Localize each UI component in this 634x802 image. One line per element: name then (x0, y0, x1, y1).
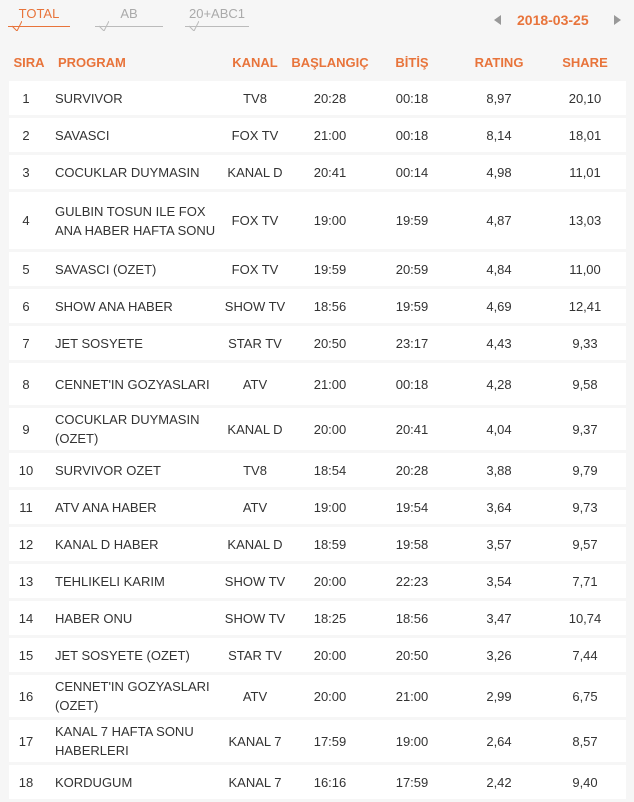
cell-kanal: ATV (242, 688, 268, 704)
cell-bitis: 19:00 (395, 733, 429, 749)
cell-kanal: KANAL D (227, 421, 283, 437)
cell-baslangic: 19:00 (313, 213, 347, 228)
cell-program: KANAL 7 HAFTA SONU HABERLERI (55, 724, 194, 758)
cell-rating: 2,99 (486, 688, 512, 704)
cell-program: SURVIVOR OZET (55, 462, 161, 478)
cell-kanal: KANAL D (227, 164, 283, 180)
table-row (9, 192, 626, 249)
header-sira: SIRA (13, 55, 45, 70)
cell-baslangic: 20:00 (313, 688, 347, 704)
cell-rating: 4,04 (486, 421, 512, 437)
cell-baslangic: 18:59 (313, 536, 347, 552)
top-bar (0, 0, 634, 40)
cell-sira: 17 (18, 733, 34, 749)
cell-share: 11,01 (569, 164, 601, 180)
tab-label: 20+ABC1 (188, 6, 245, 21)
cell-bitis: 20:59 (395, 261, 429, 277)
cell-rating: 4,43 (486, 335, 512, 351)
cell-program: COCUKLAR DUYMASIN (55, 164, 200, 180)
table-row (9, 155, 626, 189)
cell-rating: 3,26 (486, 647, 512, 663)
cell-baslangic: 16:16 (313, 774, 347, 790)
cell-kanal: SHOW TV (224, 298, 286, 314)
cell-share: 6,75 (572, 688, 598, 704)
date-selector (490, 12, 630, 32)
cell-program: CENNET'IN GOZYASLARI (55, 376, 210, 392)
cell-rating: 3,54 (486, 573, 512, 589)
cell-kanal: FOX TV (231, 127, 279, 143)
tab-label: TOTAL (18, 6, 60, 21)
cell-bitis: 19:59 (395, 298, 429, 314)
table-row (9, 638, 626, 672)
cell-baslangic: 20:00 (313, 421, 347, 437)
cell-share: 12,41 (568, 298, 602, 314)
table-row (9, 527, 626, 561)
table-row (9, 363, 626, 405)
header-rating: RATING (474, 55, 524, 70)
cell-sira: 11 (19, 499, 33, 515)
cell-program: JET SOSYETE (OZET) (55, 647, 190, 663)
table-row (9, 564, 626, 598)
cell-sira: 1 (22, 90, 30, 106)
cell-share: 9,58 (572, 376, 598, 392)
table-row (9, 326, 626, 360)
cell-sira: 3 (22, 164, 30, 180)
cell-baslangic: 21:00 (313, 127, 347, 143)
next-date-icon[interactable] (614, 15, 621, 25)
prev-date-icon[interactable] (494, 15, 501, 25)
cell-program: SHOW ANA HABER (55, 298, 173, 314)
cell-program: TEHLIKELI KARIM (55, 573, 165, 589)
cell-sira: 2 (22, 127, 30, 143)
cell-share: 9,73 (572, 499, 598, 515)
table-row (9, 81, 626, 115)
cell-sira: 12 (18, 536, 34, 552)
header-kanal: KANAL (232, 55, 278, 70)
table-row (9, 408, 626, 450)
ratings-table (9, 44, 626, 802)
table-row (9, 490, 626, 524)
cell-baslangic: 18:56 (313, 298, 347, 314)
cell-baslangic: 20:28 (313, 90, 347, 106)
cell-program: HABER ONU (55, 610, 133, 626)
cell-kanal: STAR TV (228, 647, 282, 663)
cell-sira: 7 (22, 335, 30, 351)
table-row (9, 675, 626, 717)
table-header (9, 44, 626, 81)
tab-total[interactable] (8, 6, 70, 21)
cell-bitis: 19:54 (395, 499, 429, 515)
cell-kanal: ATV (242, 499, 268, 515)
table-body (9, 81, 626, 799)
cell-program: KANAL D HABER (55, 536, 159, 552)
cell-share: 9,40 (572, 774, 598, 790)
cell-baslangic: 20:00 (313, 647, 347, 663)
cell-rating: 2,64 (486, 733, 512, 749)
cell-bitis: 22:23 (395, 573, 429, 589)
table-row (9, 765, 626, 799)
tab-pointer-icon (99, 21, 109, 31)
tab-20-abc1[interactable] (185, 6, 249, 21)
cell-sira: 10 (18, 462, 34, 478)
cell-bitis: 21:00 (395, 688, 429, 704)
cell-kanal: TV8 (243, 462, 267, 478)
cell-share: 11,00 (569, 261, 601, 277)
cell-share: 13,03 (568, 213, 602, 228)
cell-bitis: 23:17 (395, 335, 429, 351)
cell-kanal: SHOW TV (224, 610, 286, 626)
cell-share: 9,79 (572, 462, 598, 478)
cell-program: GULBIN TOSUN ILE FOX ANA HABER HAFTA SONU (55, 203, 216, 238)
cell-sira: 9 (22, 421, 30, 437)
cell-share: 9,37 (572, 421, 598, 437)
header-bitis: BİTİŞ (395, 55, 429, 70)
date-label: 2018-03-25 (517, 12, 589, 28)
cell-sira: 6 (22, 298, 30, 314)
cell-sira: 18 (18, 774, 34, 790)
cell-program: CENNET'IN GOZYASLARI (OZET) (55, 679, 210, 713)
header-baslangic: BAŞLANGIÇ (291, 55, 369, 70)
table-row (9, 118, 626, 152)
cell-kanal: FOX TV (231, 213, 279, 228)
tab-ab[interactable] (95, 6, 163, 21)
tab-label: AB (120, 6, 138, 21)
cell-bitis: 00:18 (395, 90, 429, 106)
cell-kanal: TV8 (243, 90, 267, 106)
tab-pointer-icon (12, 21, 22, 31)
cell-share: 20,10 (568, 90, 602, 106)
cell-kanal: KANAL D (227, 536, 283, 552)
cell-program: SURVIVOR (55, 90, 123, 106)
cell-baslangic: 17:59 (313, 733, 347, 749)
cell-program: ATV ANA HABER (55, 499, 157, 515)
cell-program: KORDUGUM (55, 774, 133, 790)
tab-pointer-icon (189, 21, 199, 31)
table-row (9, 601, 626, 635)
cell-kanal: KANAL 7 (228, 774, 282, 790)
cell-rating: 4,98 (486, 164, 512, 180)
cell-bitis: 00:18 (395, 127, 429, 143)
cell-sira: 4 (22, 213, 30, 228)
cell-kanal: ATV (242, 376, 268, 392)
cell-bitis: 20:28 (395, 462, 429, 478)
cell-baslangic: 20:41 (313, 164, 347, 180)
cell-sira: 14 (18, 610, 34, 626)
cell-sira: 8 (22, 376, 30, 392)
cell-bitis: 00:18 (395, 376, 429, 392)
cell-sira: 13 (18, 573, 34, 589)
cell-rating: 2,42 (486, 774, 512, 790)
cell-rating: 3,64 (486, 499, 512, 515)
cell-program: JET SOSYETE (55, 335, 143, 351)
cell-baslangic: 18:25 (313, 610, 347, 626)
table-row (9, 720, 626, 762)
cell-rating: 4,28 (486, 376, 512, 392)
cell-baslangic: 20:00 (313, 573, 347, 589)
cell-baslangic: 21:00 (313, 376, 347, 392)
cell-rating: 4,69 (486, 298, 512, 314)
cell-rating: 3,88 (486, 462, 512, 478)
cell-rating: 3,57 (486, 536, 512, 552)
cell-baslangic: 18:54 (313, 462, 347, 478)
cell-share: 9,57 (572, 536, 598, 552)
cell-program: COCUKLAR DUYMASIN (OZET) (55, 412, 200, 446)
cell-bitis: 20:41 (395, 421, 429, 437)
cell-sira: 15 (18, 647, 34, 663)
cell-program: SAVASCI (55, 127, 110, 143)
cell-baslangic: 20:50 (313, 335, 347, 351)
table-row (9, 252, 626, 286)
cell-baslangic: 19:59 (313, 261, 347, 277)
cell-kanal: FOX TV (231, 261, 279, 277)
cell-bitis: 18:56 (395, 610, 429, 626)
cell-share: 10,74 (568, 610, 602, 626)
cell-bitis: 17:59 (395, 774, 429, 790)
table-row (9, 289, 626, 323)
table-row (9, 453, 626, 487)
header-share: SHARE (562, 55, 608, 70)
header-program: PROGRAM (58, 55, 126, 70)
cell-share: 9,33 (572, 335, 598, 351)
cell-share: 18,01 (568, 127, 602, 143)
cell-rating: 3,47 (486, 610, 512, 626)
cell-sira: 16 (18, 688, 34, 704)
cell-rating: 8,97 (486, 90, 512, 106)
cell-bitis: 19:59 (395, 213, 429, 228)
cell-rating: 4,84 (486, 261, 512, 277)
cell-rating: 8,14 (486, 127, 512, 143)
cell-share: 8,57 (572, 733, 598, 749)
cell-kanal: STAR TV (228, 335, 282, 351)
cell-bitis: 00:14 (395, 164, 429, 180)
cell-baslangic: 19:00 (313, 499, 347, 515)
cell-sira: 5 (22, 261, 30, 277)
cell-share: 7,44 (572, 647, 598, 663)
cell-bitis: 20:50 (395, 647, 429, 663)
cell-kanal: KANAL 7 (228, 733, 282, 749)
cell-share: 7,71 (572, 573, 598, 589)
cell-program: SAVASCI (OZET) (55, 261, 157, 277)
cell-kanal: SHOW TV (224, 573, 286, 589)
cell-rating: 4,87 (486, 213, 512, 228)
cell-bitis: 19:58 (395, 536, 429, 552)
